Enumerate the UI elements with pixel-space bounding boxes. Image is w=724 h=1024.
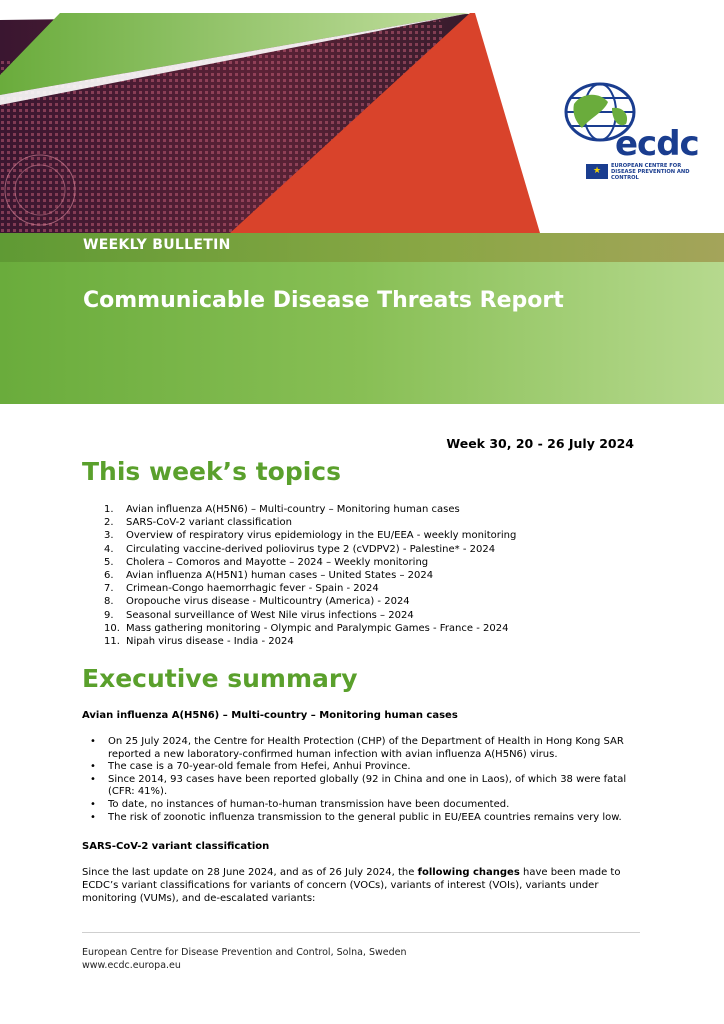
topic-text: Seasonal surveillance of West Nile virus infections – 2024 <box>126 609 414 621</box>
bullet-item: • Since 2014, 93 cases have been reported globally (92 in China and one in Laos), of which 38 were fatal (CFR: 41%). <box>90 774 650 799</box>
footer-website-link[interactable]: www.ecdc.europa.eu <box>82 960 181 971</box>
footer-organisation: European Centre for Disease Prevention and Control, Solna, Sweden <box>82 947 407 958</box>
topic-number: 8. <box>104 596 114 608</box>
topic-number: 2. <box>104 517 114 529</box>
topics-heading: This week’s topics <box>82 457 342 486</box>
section-title-sars-cov-2: SARS-CoV-2 variant classification <box>82 841 270 852</box>
topic-text: Nipah virus disease - India - 2024 <box>126 636 294 648</box>
topic-number: 11. <box>104 636 120 648</box>
report-title: Communicable Disease Threats Report <box>83 288 564 313</box>
topic-number: 6. <box>104 570 114 582</box>
topic-item[interactable] <box>104 556 516 569</box>
topic-item[interactable] <box>104 595 516 608</box>
section-title-h5n6: Avian influenza A(H5N6) – Multi-country – Monitoring human cases <box>82 710 458 721</box>
topic-number: 4. <box>104 543 114 555</box>
topic-text: Oropouche virus disease - Multicountry (America) - 2024 <box>126 596 410 608</box>
bullet-item: • On 25 July 2024, the Centre for Health Protection (CHP) of the Department of Health in Hong Kong SAR reported a new laboratory-confirmed human infection with avian influenza A(H5N6) virus. <box>90 736 650 761</box>
bullet-item: • To date, no instances of human-to-human transmission have been documented. <box>90 799 650 812</box>
executive-summary-heading: Executive summary <box>82 664 358 693</box>
topic-item[interactable] <box>104 582 516 595</box>
topic-number: 3. <box>104 530 114 542</box>
centre-name: EUROPEAN CENTRE FOR DISEASE PREVENTION AND CONTROL <box>611 163 690 181</box>
topic-item[interactable] <box>104 543 516 556</box>
topic-number: 10. <box>104 622 120 634</box>
topic-number: 7. <box>104 583 114 595</box>
topic-text: Avian influenza A(H5N1) human cases – United States – 2024 <box>126 570 434 582</box>
topic-text: Avian influenza A(H5N6) – Multi-country – Monitoring human cases <box>126 504 460 515</box>
para-bold: following changes <box>417 867 520 878</box>
variant-paragraph <box>82 866 647 905</box>
topic-item[interactable] <box>104 609 516 622</box>
topic-item[interactable] <box>104 635 516 648</box>
topic-text: SARS-CoV-2 variant classification <box>126 517 292 529</box>
eu-flag-icon: ★ <box>586 164 608 179</box>
h5n6-bullet-list <box>90 736 650 824</box>
topic-text: Crimean-Congo haemorrhagic fever - Spain - 2024 <box>126 583 379 595</box>
topics-list <box>104 503 516 648</box>
topic-item[interactable] <box>104 622 516 635</box>
bullet-item: • The case is a 70-year-old female from Hefei, Anhui Province. <box>90 761 650 774</box>
footer <box>82 946 407 972</box>
topic-number: 1. <box>104 504 114 515</box>
ecdc-logo-text: ecdc <box>615 124 699 164</box>
footer-divider <box>82 932 640 933</box>
topic-text: Mass gathering monitoring - Olympic and Paralympic Games - France - 2024 <box>126 622 509 634</box>
topic-text: Circulating vaccine-derived poliovirus type 2 (cVDPV2) - Palestine* - 2024 <box>126 543 496 555</box>
topic-number: 5. <box>104 556 114 568</box>
bulletin-label: WEEKLY BULLETIN <box>83 237 231 253</box>
week-label: Week 30, 20 - 26 July 2024 <box>446 436 634 451</box>
topic-item[interactable] <box>104 569 516 582</box>
topic-item[interactable] <box>104 529 516 542</box>
topic-item[interactable] <box>104 503 516 516</box>
topic-text: Overview of respiratory virus epidemiology in the EU/EEA - weekly monitoring <box>126 530 517 542</box>
para-text-end: have been made to ECDC’s variant classifications for variants of concern (VOCs), variants of interest (VOIs), variants under monitoring (VUMs), and de-escalated variants: <box>82 867 621 904</box>
topic-item[interactable] <box>104 516 516 529</box>
bullet-item: • The risk of zoonotic influenza transmission to the general public in EU/EEA countries remains very low. <box>90 812 650 825</box>
title-banner <box>0 233 724 404</box>
para-text: Since the last update on 28 June 2024, and as of 26 July 2024, the <box>82 867 418 878</box>
topic-text: Cholera – Comoros and Mayotte – 2024 – Weekly monitoring <box>126 556 429 568</box>
topic-number: 9. <box>104 609 114 621</box>
